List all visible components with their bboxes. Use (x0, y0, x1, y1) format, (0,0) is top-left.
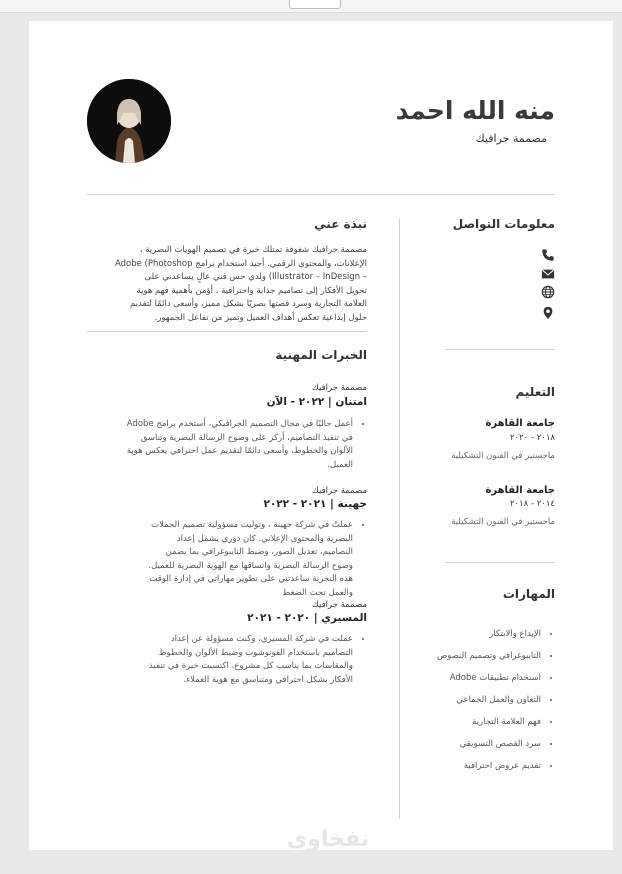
experience-desc-1 (63, 418, 367, 472)
skills-heading: المهارات (502, 587, 555, 601)
column-divider (399, 219, 400, 819)
education-degree-1: ماجستير في الفنون التشكيلية (451, 451, 555, 461)
about-line: العلامة التجارية وسرد قصتها بصريًا بشكل مميز، وأسعى دائمًا لتقديم (129, 299, 367, 309)
about-text (77, 244, 367, 325)
experience-title-2 (263, 498, 367, 510)
education-school-1: جامعة القاهرة (485, 418, 555, 429)
profile-photo (87, 79, 171, 163)
experience-separator: | (310, 612, 318, 624)
experience-desc-2 (63, 519, 367, 600)
contact-heading: معلومات التواصل (452, 217, 555, 231)
location-pin-icon (541, 305, 555, 319)
about-heading: نبذة عني (314, 217, 367, 231)
experience-period-2: ٢٠٢١ - ٢٠٢٢ (263, 498, 327, 510)
skill-item: • استخدام تطبيقات Adobe (401, 667, 541, 689)
experience-desc-line: • عملتُ في شركة جهينة ، وتوليت مسؤولية تصميم الحملات البصرية والمحتوى الإعلاني. كان دوري يشمل إعداد التصاميم، تعديل الصور، وضبط التايبوغرافي بما يضمن وضوح الرسالة البصرية واتساقها مع الهوية البصرية للعميل. هذه التجربة ساعدتني على تطوير مهاراتي في إدارة الوقت والعمل تحت الضغط (63, 519, 353, 600)
experience-company-2: جهينة (337, 498, 367, 510)
job-title: مصممة جرافيك (475, 132, 547, 145)
education-years-2: ٢٠١٤ - ٢٠١٨ (509, 499, 555, 509)
skills-list (401, 623, 555, 777)
skill-item: • تقديم عروض احترافية (401, 755, 541, 777)
about-line: – Illustrator – InDesign) ولدي حس فني عالٍ يساعدني على (144, 272, 367, 282)
experience-separator: | (326, 498, 334, 510)
experience-period-3: ٢٠٢٠ - ٢٠٢١ (247, 612, 311, 624)
skill-item: • الإبداع والابتكار (401, 623, 541, 645)
experience-heading: الخبرات المهنية (275, 348, 367, 362)
experience-role-3: مصممة جرافيك (311, 600, 367, 610)
toolbar-tab[interactable] (289, 0, 341, 9)
phone-icon (541, 247, 555, 261)
about-line: مصممة جرافيك شغوفة تمتلك خبرة في تصميم الهويات البصرية ، (139, 245, 367, 255)
education-school-2: جامعة القاهرة (485, 485, 555, 496)
about-line: حلول إبداعية تعكس أهداف العميل وتميز من تفاعل الجمهور. (154, 312, 367, 323)
mail-icon (541, 266, 555, 280)
education-divider (445, 562, 555, 563)
experience-company-1: امتنان (335, 396, 367, 408)
watermark: نفخاوي (287, 827, 370, 852)
candidate-name: منه الله احمد (395, 96, 555, 125)
experience-separator: | (324, 396, 332, 408)
skill-item: • التعاون والعمل الجماعي (401, 689, 541, 711)
experience-role-2: مصممة جرافيك (311, 486, 367, 496)
contact-divider (445, 349, 555, 350)
experience-company-3: المسيري (321, 612, 367, 624)
education-years-1: ٢٠١٨ - ٢٠٢٠ (509, 433, 555, 443)
experience-desc-3 (63, 633, 367, 687)
education-degree-2: ماجستير في الفنون التشكيلية (451, 517, 555, 527)
header-divider (87, 194, 555, 195)
experience-title-3 (247, 612, 367, 624)
skill-item: • فهم العلامة التجارية (401, 711, 541, 733)
about-line: الإعلانات، والمحتوى الرقمي. أجيد استخدام برامج Adobe (Photoshop (114, 258, 367, 269)
about-line: تحويل الأفكار إلى تصاميم جذابة واحترافية . أؤمن بأهمية فهم هوية (136, 285, 367, 296)
about-divider (87, 331, 367, 332)
experience-period-1: ٢٠٢٢ - الآن (266, 396, 325, 408)
skill-item: • التايبوغرافي وتصميم النصوص (401, 645, 541, 667)
globe-icon (541, 284, 555, 298)
education-heading: التعليم (515, 385, 555, 399)
experience-role-1: مصممة جرافيك (311, 383, 367, 393)
experience-title-1 (267, 396, 367, 408)
resume-page (29, 21, 613, 850)
skill-item: • سرد القصص التسويقي (401, 733, 541, 755)
experience-desc-line: • أعمل حاليًا في مجال التصميم الجرافيكي، أستخدم برامج Adobe في تنفيذ التصاميم، أركز على وضوح الرسالة البصرية وتناسق الألوان والخطوط، وأسعى دائمًا لتقديم عمل احترافي يعكس هوية العميل. (63, 418, 353, 472)
experience-desc-line: • عملت في شركة المسيري، وكنت مسؤولة عن إعداد التصاميم باستخدام الفوتوشوب وضبط الألوان والخطوط والمقاسات بما يناسب كل مشروع. اكتسبت خبرة في تنفيذ الأفكار بشكل احترافي ومتناسق مع هوية العملاء. (63, 633, 353, 687)
toolbar-strip (0, 0, 622, 13)
